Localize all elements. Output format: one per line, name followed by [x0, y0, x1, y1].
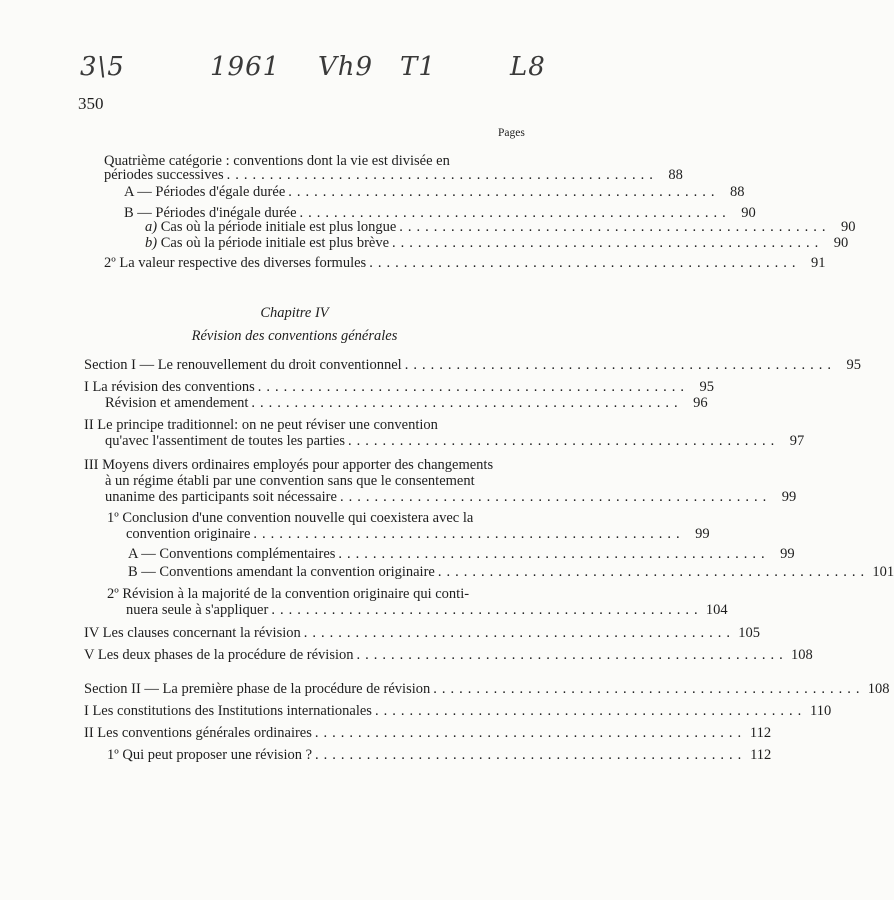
toc-page: 95 [699, 379, 714, 395]
pages-column-header: Pages [498, 127, 525, 139]
toc-page: 105 [738, 625, 760, 641]
toc-entry-label: unanime des participants soit nécessaire [105, 489, 337, 505]
toc-entry: convention originaire .................................................. 99 [126, 526, 710, 542]
toc-entry-label: A — Périodes d'égale durée [124, 184, 286, 200]
toc-entry-label: Cas où la période initiale est plus longue [160, 219, 397, 235]
toc-entry-prefix: a) [145, 219, 158, 235]
toc-entry: I Les constitutions des Institutions internationales .................................................. 110 [84, 703, 832, 719]
toc-page: 90 [841, 219, 856, 235]
toc-page: 112 [749, 725, 772, 741]
handwritten-note: Vh9 [318, 52, 374, 82]
toc-line: II Le principe traditionnel: on ne peut réviser une convention [84, 417, 438, 433]
toc-line: III Moyens divers ordinaires employés pour apporter des changements [84, 457, 494, 473]
handwritten-note: 3\5 [80, 52, 125, 82]
toc-page: 101 [872, 564, 894, 580]
toc-entry: a) Cas où la période initiale est plus longue .................................................. 90 [145, 219, 856, 235]
toc-entry: unanime des participants soit nécessaire .................................................. 99 [105, 489, 797, 505]
toc-entry: B — Périodes d'inégale durée .................................................. 90 [124, 205, 756, 221]
toc-entry: qu'avec l'assentiment de toutes les parties .................................................. 97 [105, 433, 805, 449]
toc-entry: Révision et amendement .................................................. 96 [105, 395, 708, 411]
toc-entry-label: Révision et amendement [105, 395, 249, 411]
toc-entry: A — Conventions complémentaires .................................................. 99 [128, 546, 795, 562]
toc-entry: A — Périodes d'égale durée .................................................. 88 [124, 184, 745, 200]
page-number: 350 [78, 94, 104, 113]
toc-entry: périodes successives .................................................. 88 [104, 167, 683, 183]
handwritten-note: T1 [400, 52, 436, 82]
toc-entry-label: convention originaire [126, 526, 251, 542]
toc-page: 104 [705, 602, 728, 618]
toc-entry: b) Cas où la période initiale est plus brève .................................................. 90 [145, 235, 849, 251]
toc-page: 99 [780, 546, 795, 562]
toc-entry: B — Conventions amendant la convention originaire .................................................. 101 [128, 564, 894, 580]
toc-entry-label: I Les constitutions des Institutions internationales [84, 703, 372, 719]
toc-page: 112 [750, 747, 772, 763]
toc-entry-prefix: b) [145, 235, 158, 251]
toc-page: 110 [809, 703, 832, 719]
toc-entry-label: Section I — Le renouvellement du droit conventionnel [84, 357, 402, 373]
chapter-title: Chapitre IV [260, 305, 329, 321]
toc-entry-label: I La révision des conventions [84, 379, 255, 395]
toc-entry-label: A — Conventions complémentaires [128, 546, 336, 562]
toc-line: Quatrième catégorie : conventions dont la vie est divisée en [104, 153, 450, 169]
handwritten-note: L8 [510, 52, 546, 82]
toc-entry: I La révision des conventions .................................................. 95 [84, 379, 714, 395]
toc-page: 108 [791, 647, 813, 663]
toc-page: 96 [693, 395, 708, 411]
toc-entry-label: périodes successives [104, 167, 224, 183]
handwritten-note: 1961 [210, 52, 281, 82]
toc-page: 108 [867, 681, 890, 697]
toc-line: 1º Conclusion d'une convention nouvelle qui coexistera avec la [107, 510, 474, 526]
toc-page: 95 [846, 357, 861, 373]
toc-entry-label: Section II — La première phase de la procédure de révision [84, 681, 431, 697]
chapter-subtitle: Révision des conventions générales [191, 328, 398, 344]
toc-entry-label: B — Conventions amendant la convention originaire [128, 564, 435, 580]
toc-line: à un régime établi par une convention sans que le consentement [105, 473, 475, 489]
toc-page: 88 [730, 184, 745, 200]
toc-entry: 2º La valeur respective des diverses formules .................................................. 91 [104, 255, 826, 271]
toc-entry-label: II Les conventions générales ordinaires [84, 725, 312, 741]
toc-entry: Section I — Le renouvellement du droit conventionnel .................................................. 95 [84, 357, 861, 373]
toc-entry-label: 2º La valeur respective des diverses formules [104, 255, 367, 271]
toc-entry: Section II — La première phase de la procédure de révision .................................................. 108 [84, 681, 890, 697]
toc-line: 2º Révision à la majorité de la convention originaire qui conti- [107, 586, 470, 602]
toc-entry-label: Cas où la période initiale est plus brève [160, 235, 390, 251]
toc-entry: nuera seule à s'appliquer .................................................. 104 [126, 602, 728, 618]
toc-entry: V Les deux phases de la procédure de révision .................................................. 108 [84, 647, 813, 663]
toc-entry: IV Les clauses concernant la révision .................................................. 105 [84, 625, 760, 641]
toc-entry-label: IV Les clauses concernant la révision [84, 625, 301, 641]
toc-entry-label: qu'avec l'assentiment de toutes les parties [105, 433, 345, 449]
toc-entry-label: B — Périodes d'inégale durée [124, 205, 297, 221]
toc-page: 99 [695, 526, 710, 542]
toc-page: 99 [781, 489, 797, 505]
toc-entry-label: nuera seule à s'appliquer [126, 602, 269, 618]
toc-page: 91 [810, 255, 826, 271]
toc-page: 90 [741, 205, 756, 221]
toc-page: 88 [668, 167, 683, 183]
toc-page: 90 [833, 235, 849, 251]
toc-page: 97 [789, 433, 805, 449]
toc-entry-label: V Les deux phases de la procédure de révision [84, 647, 354, 663]
toc-entry-label: 1º Qui peut proposer une révision ? [107, 747, 313, 763]
toc-entry: II Les conventions générales ordinaires .................................................. 112 [84, 725, 772, 741]
toc-entry: 1º Qui peut proposer une révision ? .................................................. 112 [107, 747, 772, 763]
